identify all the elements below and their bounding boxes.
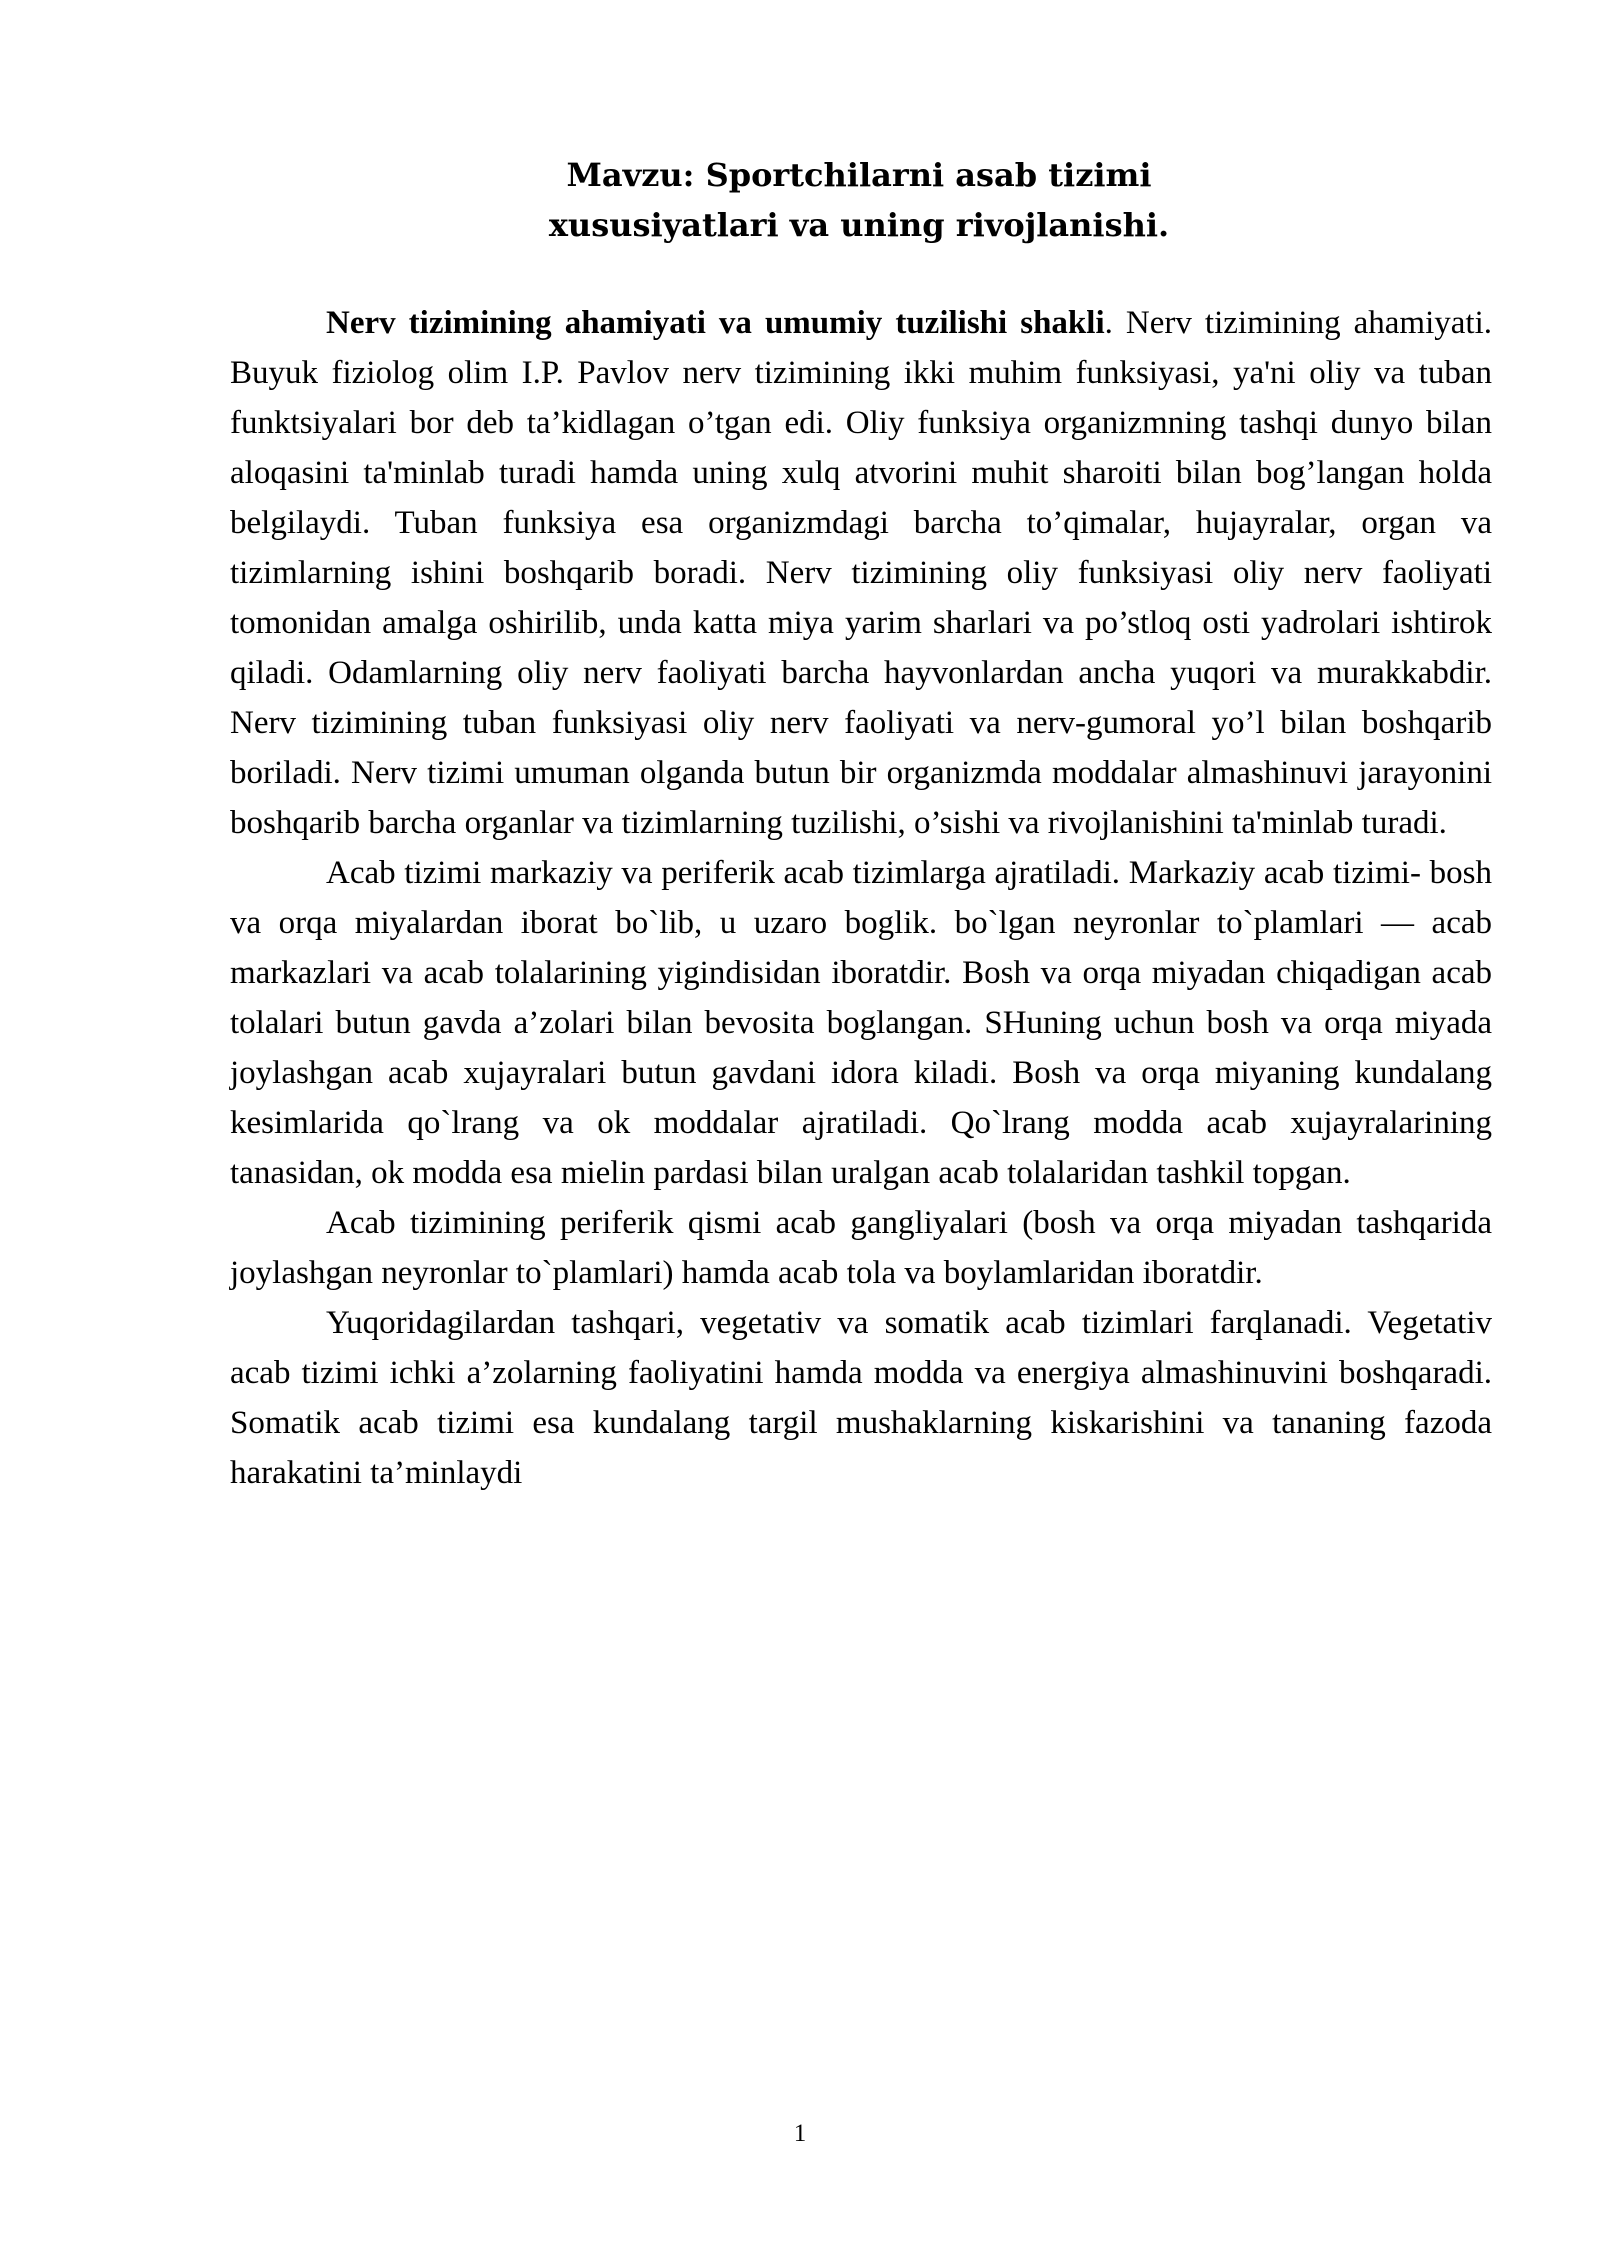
document-body: [230, 298, 1492, 1498]
page-number: 1: [793, 2120, 807, 2147]
paragraph-1-bold-lead: Nerv tizimining ahamiyati va umumiy tuzilishi shakli: [326, 305, 1105, 341]
title-line-1: Mavzu: Sportchilarni asab tizimi: [566, 156, 1152, 194]
paragraph-3: [230, 1198, 1492, 1298]
paragraph-4: [230, 1298, 1492, 1498]
title-line-2: xususiyatlari va uning rivojlanishi.: [548, 206, 1170, 244]
paragraph-3-text: Acab tizimining periferik qismi acab gangliyalari (bosh va orqa miyadan tashqarida joylashgan neyronlar to`plamlari) hamda acab tola va boylamlaridan iboratdir.: [230, 1205, 1492, 1291]
paragraph-1-text: . Nerv tizimining ahamiyati. Buyuk fiziolog olim I.P. Pavlov nerv tizimining ikki muhim funksiyasi, ya'ni oliy va tuban funktsiyalari bor deb ta’kidlagan o’tgan edi. Oliy funksiya organizmning tashqi dunyo bilan aloqasini ta'minlab turadi hamda uning xulq atvorini muhit sharoiti bilan bog’langan holda belgilaydi. Tuban funksiya esa organizmdagi barcha to’qimalar, hujayralar, organ va tizimlarning ishini boshqarib boradi. Nerv tizimining oliy funksiyasi oliy nerv faoliyati tomonidan amalga oshirilib, unda katta miya yarim sharlari va po’stloq osti yadrolari ishtirok qiladi. Odamlarning oliy nerv faoliyati barcha hayvonlardan ancha yuqori va murakkabdir. Nerv tizimining tuban funksiyasi oliy nerv faoliyati va nerv-gumoral yo’l bilan boshqarib boriladi. Nerv tizimi umuman olganda butun bir organizmda moddalar almashinuvi jarayonini boshqarib barcha organlar va tizimlarning tuzilishi, o’sishi va rivojlanishini ta'minlab turadi.: [230, 305, 1492, 841]
paragraph-2-text: Acab tizimi markaziy va periferik acab tizimlarga ajratiladi. Markaziy acab tizimi- bosh va orqa miyalardan iborat bo`lib, u uzaro boglik. bo`lgan neyronlar to`plamlari — acab markazlari va acab tolalarining yigindisidan iboratdir. Bosh va orqa miyadan chiqadigan acab tolalari butun gavda a’zolari bilan bevosita boglangan. SHuning uchun bosh va orqa miyada joylashgan acab xujayralari butun gavdani idora kiladi. Bosh va orqa miyaning kundalang kesimlarida qo`lrang va ok moddalar ajratiladi. Qo`lrang modda acab xujayralarining tanasidan, ok modda esa mielin pardasi bilan uralgan acab tolalaridan tashkil topgan.: [230, 855, 1492, 1191]
paragraph-1: [230, 298, 1492, 848]
paragraph-4-text: Yuqoridagilardan tashqari, vegetativ va somatik acab tizimlari farqlanadi. Vegetativ acab tizimi ichki a’zolarning faoliyatini hamda modda va energiya almashinuvini boshqaradi. Somatik acab tizimi esa kundalang targil mushaklarning kiskarishini va tananing fazoda harakatini ta’minlaydi: [230, 1305, 1492, 1491]
paragraph-2: [230, 848, 1492, 1198]
document-title: [228, 150, 1490, 250]
